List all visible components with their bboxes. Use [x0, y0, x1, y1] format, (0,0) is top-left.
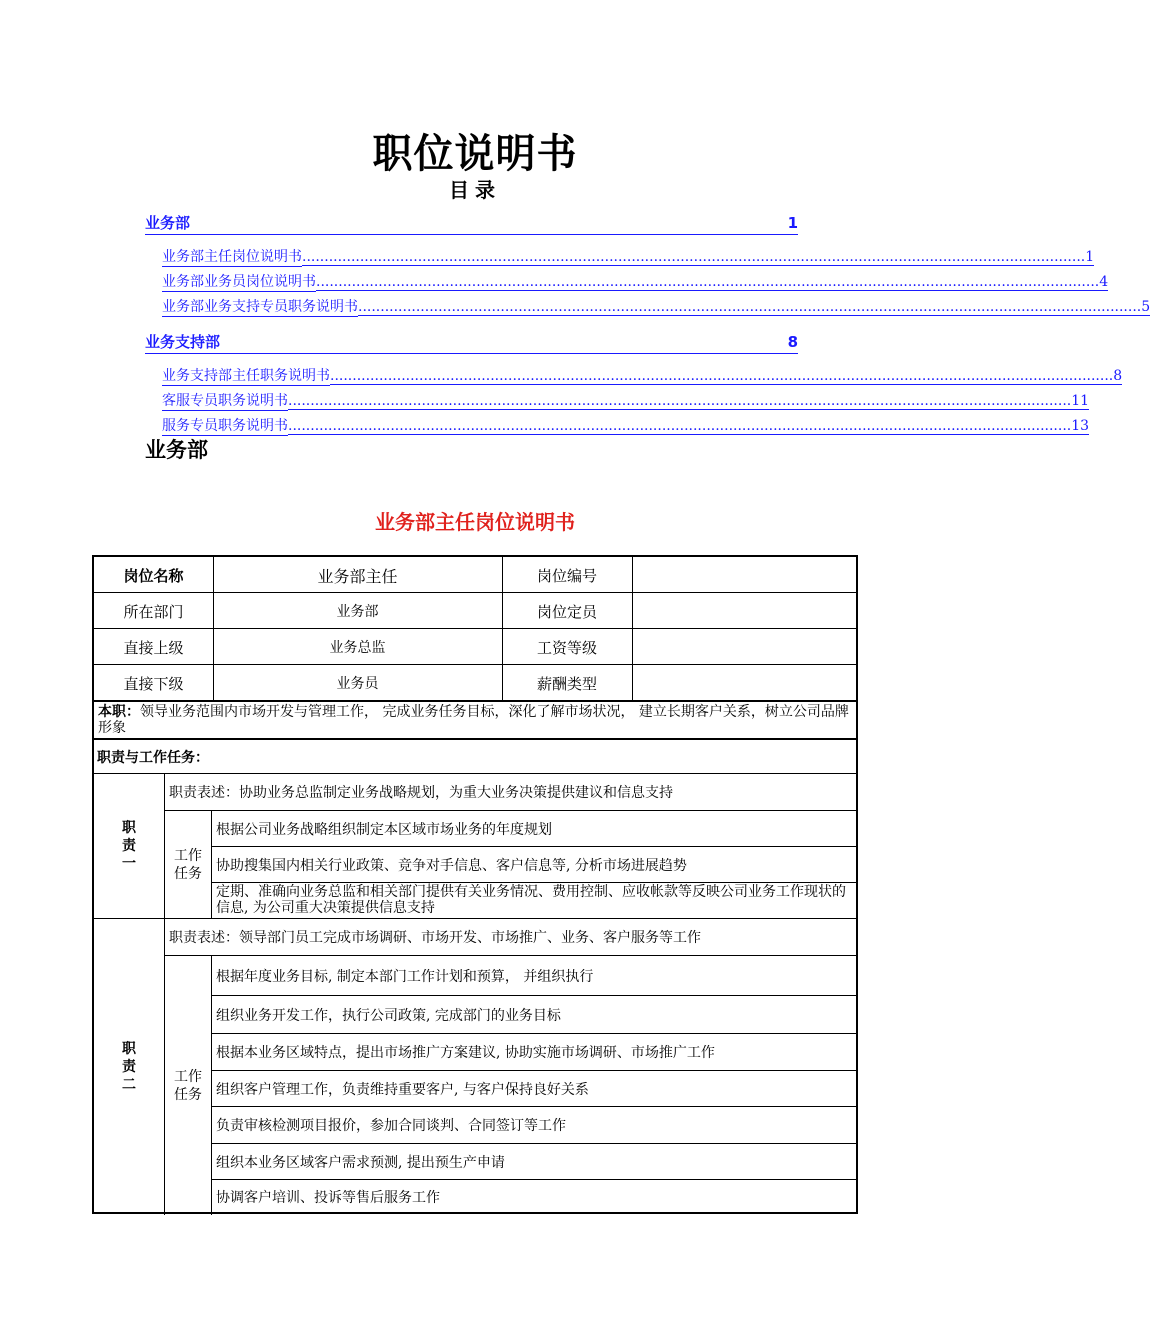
job-summary-text: 领导业务范围内市场开发与管理工作， 完成业务任务目标，深化了解市场状况， 建立长期客户关系，树立公司品牌形象 [98, 704, 849, 736]
duty-2-task: 协调客户培训、投诉等售后服务工作 [216, 1190, 440, 1206]
job-summary [94, 702, 856, 738]
toc-item-page: 4 [1099, 274, 1109, 290]
toc-item-link[interactable] [162, 271, 1109, 292]
toc-item-link[interactable] [162, 246, 1095, 267]
form-title: 业务部主任岗位说明书 [375, 510, 575, 534]
toc-heading: 目录 [449, 178, 501, 202]
toc-item-label: 业务支持部主任职务说明书 [162, 365, 330, 386]
value-headcount [632, 593, 856, 629]
job-description-table [92, 555, 858, 1214]
toc-leader-dots: ................................................................................................................................................................................ [358, 299, 1142, 315]
value-subordinate: 业务员 [336, 676, 379, 692]
label-salary-grade: 工资等级 [536, 638, 597, 657]
label-department: 所在部门 [123, 602, 184, 621]
duty-2-task: 组织本业务区域客户需求预测, 提出预生产申请 [216, 1154, 505, 1171]
duty-2-task: 根据年度业务目标, 制定本部门工作计划和预算， 并组织执行 [216, 968, 594, 985]
job-summary-label: 本职： [98, 704, 140, 720]
toc-item-link[interactable] [162, 296, 1150, 317]
toc-section-link[interactable] [145, 212, 798, 235]
toc-section-page: 1 [787, 214, 798, 232]
toc-item-page: 5 [1141, 299, 1150, 315]
duty-1-task: 根据公司业务战略组织制定本区域市场业务的年度规划 [216, 821, 552, 838]
toc-item-link[interactable] [162, 390, 1090, 411]
toc-section-page: 8 [787, 333, 798, 351]
duty-1-name: 职 责 一 [122, 820, 136, 872]
toc-item-link[interactable] [162, 365, 1123, 386]
duty-1-task-label: 工作 任务 [174, 847, 202, 882]
toc-item-page: 1 [1085, 249, 1095, 265]
value-supervisor: 业务总监 [329, 640, 386, 656]
duty-2-task-label: 工作 任务 [174, 1068, 202, 1103]
label-pay-type: 薪酬类型 [536, 674, 597, 693]
toc-leader-dots: ................................................................................................................................................................................ [330, 368, 1114, 384]
toc-section-label: 业务部 [145, 214, 191, 232]
label-position-name: 岗位名称 [123, 566, 184, 585]
toc-item-link[interactable] [162, 415, 1090, 436]
duty-2-name: 职 责 二 [122, 1041, 136, 1093]
duty-1-task: 定期、准确向业务总监和相关部门提供有关业务情况、费用控制、应收帐款等反映公司业务工作现状的信息, 为公司重大决策提供信息支持 [216, 884, 846, 916]
value-position-code [632, 557, 856, 593]
value-department: 业务部 [336, 604, 379, 620]
duty-2-task: 组织业务开发工作，执行公司政策, 完成部门的业务目标 [216, 1007, 561, 1024]
duty-1-task: 协助搜集国内相关行业政策、竞争对手信息、客户信息等, 分析市场进展趋势 [216, 857, 687, 874]
toc-section-link[interactable] [145, 331, 798, 354]
duty-1-description: 职责表述：协助业务总监制定业务战略规划，为重大业务决策提供建议和信息支持 [169, 785, 673, 801]
duty-2-task: 组织客户管理工作，负责维持重要客户, 与客户保持良好关系 [216, 1081, 589, 1098]
section-heading: 业务部 [145, 438, 208, 462]
duty-2-task: 根据本业务区域特点，提出市场推广方案建议, 协助实施市场调研、市场推广工作 [216, 1045, 715, 1061]
value-pay-type [632, 665, 856, 701]
toc-item-label: 客服专员职务说明书 [162, 390, 288, 411]
toc-item-label: 服务专员职务说明书 [162, 415, 288, 436]
toc-item-label: 业务部业务支持专员职务说明书 [162, 296, 358, 317]
toc-leader-dots: ................................................................................................................................................................................ [302, 249, 1086, 265]
toc-leader-dots: ................................................................................................................................................................................ [288, 393, 1072, 409]
label-supervisor: 直接上级 [123, 638, 184, 657]
toc-section-label: 业务支持部 [145, 333, 221, 351]
value-position-name: 业务部主任 [317, 566, 398, 586]
toc-item-label: 业务部业务员岗位说明书 [162, 271, 316, 292]
value-salary-grade [632, 629, 856, 665]
document-title: 职位说明书 [372, 131, 578, 177]
toc-item-page: 8 [1113, 368, 1123, 384]
toc-leader-dots: ................................................................................................................................................................................ [288, 418, 1072, 434]
toc-leader-dots: ................................................................................................................................................................................ [316, 274, 1100, 290]
label-position-code: 岗位编号 [536, 566, 597, 585]
toc-item-label: 业务部主任岗位说明书 [162, 246, 302, 267]
toc-item-page: 11 [1071, 393, 1090, 409]
duty-2-task: 负责审核检测项目报价，参加合同谈判、合同签订等工作 [216, 1118, 566, 1134]
label-headcount: 岗位定员 [536, 602, 597, 621]
duty-2-description: 职责表述：领导部门员工完成市场调研、市场开发、市场推广、业务、客户服务等工作 [169, 930, 701, 946]
duties-heading: 职责与工作任务： [97, 749, 209, 766]
toc-item-page: 13 [1071, 418, 1090, 434]
label-subordinate: 直接下级 [123, 674, 184, 693]
